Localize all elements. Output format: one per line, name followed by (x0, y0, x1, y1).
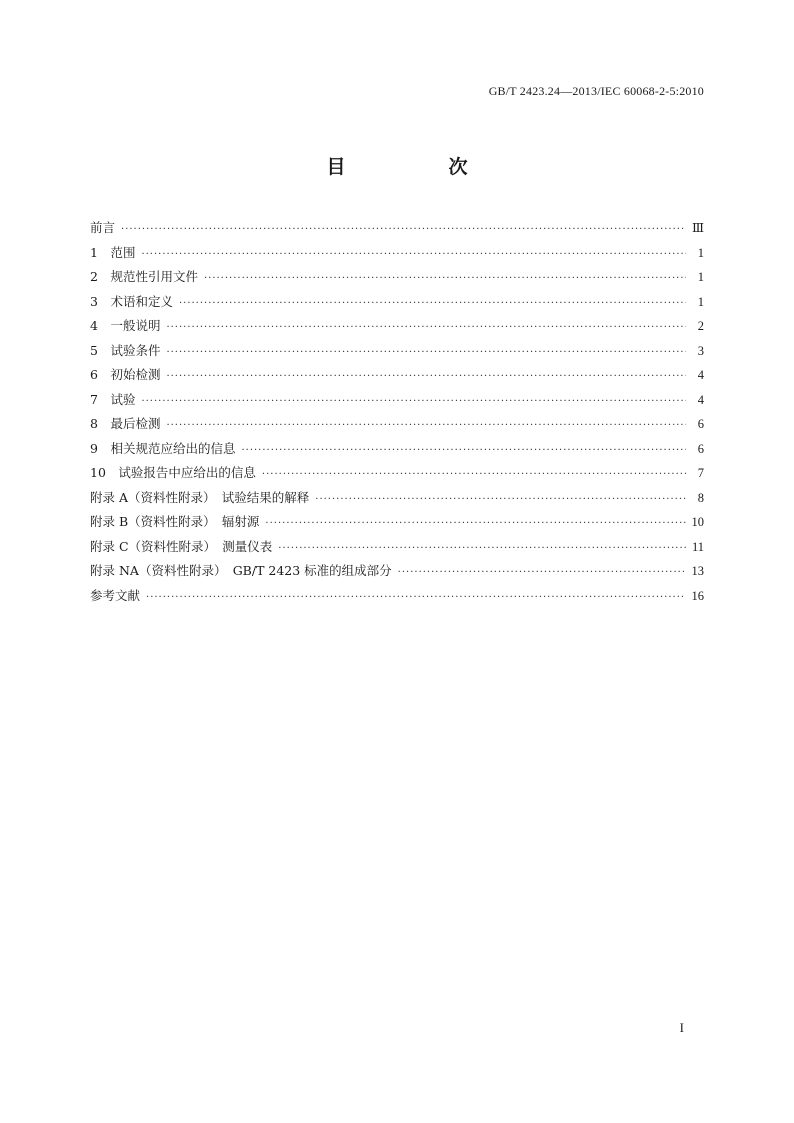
toc-entry[interactable] (90, 510, 704, 535)
toc-entry-page: 8 (697, 490, 704, 505)
toc-entry[interactable] (90, 363, 704, 388)
toc-entry-label: 3 术语和定义 (90, 293, 173, 309)
standard-number-header: GB/T 2423.24—2013/IEC 60068-2-5:2010 (488, 84, 704, 98)
toc-leader-dots (241, 439, 686, 464)
toc-entry-page: 4 (697, 392, 704, 407)
toc-entry[interactable] (90, 584, 704, 609)
toc-entry-label: 4 一般说明 (90, 318, 161, 333)
toc-leader-dots (179, 292, 686, 317)
toc-entry[interactable] (90, 339, 704, 364)
toc-entry[interactable] (90, 535, 704, 560)
toc-entry-label: 附录 B（资料性附录） 辐射源 (90, 514, 260, 529)
toc-leader-dots (146, 586, 685, 611)
toc-entry-page: 6 (697, 417, 704, 431)
toc-entry-page: 4 (697, 368, 704, 382)
toc-leader-dots (166, 414, 686, 439)
toc-entry-page: 6 (697, 441, 704, 456)
toc-entry[interactable] (90, 461, 704, 486)
toc-entry[interactable] (90, 314, 704, 339)
table-of-contents (90, 216, 704, 608)
toc-entry-label: 10 试验报告中应给出的信息 (90, 465, 256, 480)
page-title: 目 次 (326, 156, 510, 178)
toc-entry-label: 8 最后检测 (90, 416, 161, 431)
toc-entry-label: 参考文献 (90, 587, 141, 603)
toc-entry-page: 3 (697, 343, 704, 358)
toc-entry-label: 9 相关规范应给出的信息 (90, 440, 236, 456)
toc-entry-page: 16 (691, 588, 704, 603)
page-number: I (679, 1020, 684, 1035)
toc-entry-label: 2 规范性引用文件 (90, 269, 198, 284)
toc-entry[interactable] (90, 216, 704, 241)
toc-entry-page: 2 (697, 319, 704, 333)
toc-entry[interactable] (90, 412, 704, 437)
toc-entry-page: 10 (691, 515, 704, 529)
toc-leader-dots (262, 463, 686, 488)
toc-entry-page: 1 (697, 270, 704, 284)
toc-leader-dots (166, 365, 686, 390)
toc-entry[interactable] (90, 559, 704, 584)
toc-entry-label: 6 初始检测 (90, 367, 161, 382)
toc-leader-dots (398, 561, 686, 586)
toc-leader-dots (265, 512, 685, 537)
toc-entry[interactable] (90, 265, 704, 290)
toc-entry-label: 附录 NA（资料性附录） GB/T 2423 标准的组成部分 (90, 563, 392, 578)
toc-entry-page: 1 (697, 245, 704, 260)
toc-leader-dots (121, 218, 686, 243)
toc-entry-label: 前言 (90, 220, 116, 235)
toc-entry-label: 7 试验 (90, 391, 136, 407)
toc-leader-dots (204, 267, 686, 292)
toc-entry[interactable] (90, 241, 704, 266)
toc-entry[interactable] (90, 486, 704, 511)
toc-entry-label: 1 范围 (90, 244, 136, 260)
toc-leader-dots (141, 390, 686, 415)
toc-leader-dots (166, 341, 686, 366)
toc-leader-dots (141, 243, 686, 268)
toc-entry-label: 附录 C（资料性附录） 测量仪表 (90, 538, 273, 554)
toc-entry-page: Ⅲ (691, 221, 704, 235)
toc-entry[interactable] (90, 388, 704, 413)
toc-entry-page: 7 (697, 466, 704, 480)
toc-entry-label: 5 试验条件 (90, 342, 161, 358)
toc-entry[interactable] (90, 290, 704, 315)
toc-entry-page: 1 (697, 294, 704, 309)
toc-entry-page: 13 (691, 564, 704, 578)
toc-leader-dots (278, 537, 686, 562)
toc-leader-dots (166, 316, 686, 341)
toc-leader-dots (315, 488, 686, 513)
toc-entry[interactable] (90, 437, 704, 462)
toc-entry-label: 附录 A（资料性附录） 试验结果的解释 (90, 489, 310, 505)
toc-entry-page: 11 (691, 539, 704, 554)
